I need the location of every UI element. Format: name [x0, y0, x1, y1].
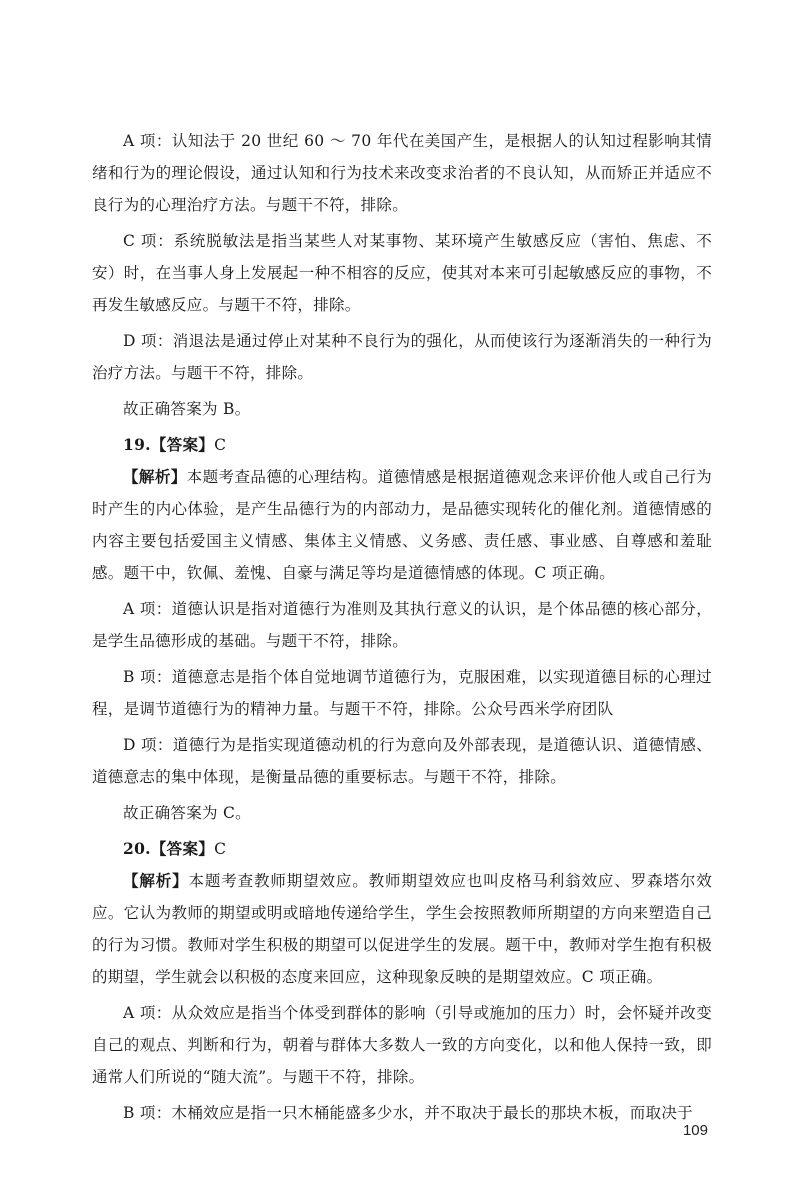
- question-20-answer: 20.【答案】C: [123, 839, 227, 858]
- paragraph-c-desensitization: C 项：系统脱敏法是指当某些人对某事物、某环境产生敏感反应（害怕、焦虑、不安）时，在当事人身上发展起一种不相容的反应，使其对本来可引起敏感反应的事物，不再发生敏感反应。与题干不符，排除。: [92, 232, 712, 314]
- paragraph-d-extinction: D 项：消退法是通过停止对某种不良行为的强化，从而使该行为逐渐消失的一种行为治疗方法。与题干不符，排除。: [92, 332, 712, 382]
- page-body: [92, 125, 712, 1133]
- paragraph-19-d: D 项：道德行为是指实现道德动机的行为意向及外部表现，是道德认识、道德情感、道德意志的集中体现，是衡量品德的重要标志。与题干不符，排除。: [92, 736, 712, 786]
- paragraph-20-a: A 项：从众效应是指当个体受到群体的影响（引导或施加的压力）时，会怀疑并改变自己的观点、判断和行为，朝着与群体大多数人一致的方向变化，以和他人保持一致，即通常人们所说的“随大流”。与题干不符，排除。: [92, 1004, 712, 1086]
- paragraph-19-b: B 项：道德意志是指个体自觉地调节道德行为，克服困难，以实现道德目标的心理过程，是调节道德行为的精神力量。与题干不符，排除。公众号西米学府团队: [92, 668, 712, 718]
- paragraph-answer-c-19: 故正确答案为 C。: [123, 804, 251, 822]
- paragraph-a-cognitive: A 项：认知法于 20 世纪 60 ～ 70 年代在美国产生，是根据人的认知过程影响其情绪和行为的理论假设，通过认知和行为技术来改变求治者的不良认知，从而矫正并适应不良行为的心理治疗方法。与题干不符，排除。: [92, 132, 712, 214]
- paragraph-20-b: B 项：木桶效应是指一只木桶能盛多少水，并不取决于最长的那块木板，而取决于: [123, 1104, 693, 1122]
- question-20-analysis: 【解析】本题考查教师期望效应。教师期望效应也叫皮格马利翁效应、罗森塔尔效应。它认为教师的期望或明或暗地传递给学生，学生会按照教师所期望的方向来塑造自己的行为习惯。教师对学生积极的期望可以促进学生的发展。题干中，教师对学生抱有积极的期望，学生就会以积极的态度来回应，这种现象反映的是期望效应。C 项正确。: [92, 871, 712, 986]
- paragraph-answer-b: 故正确答案为 B。: [123, 400, 251, 418]
- paragraph-19-a: A 项：道德认识是指对道德行为准则及其执行意义的认识，是个体品德的核心部分，是学生品德形成的基础。与题干不符，排除。: [92, 600, 712, 650]
- question-19-analysis: 【解析】本题考查品德的心理结构。道德情感是根据道德观念来评价他人或自己行为时产生的内心体验，是产生品德行为的内部动力，是品德实现转化的催化剂。道德情感的内容主要包括爱国主义情感、集体主义情感、义务感、责任感、事业感、自尊感和羞耻感。题干中，钦佩、羞愧、自豪与满足等均是道德情感的体现。C 项正确。: [92, 467, 713, 582]
- page-number: 109: [682, 1122, 708, 1139]
- question-19-answer: 19.【答案】C: [123, 435, 227, 454]
